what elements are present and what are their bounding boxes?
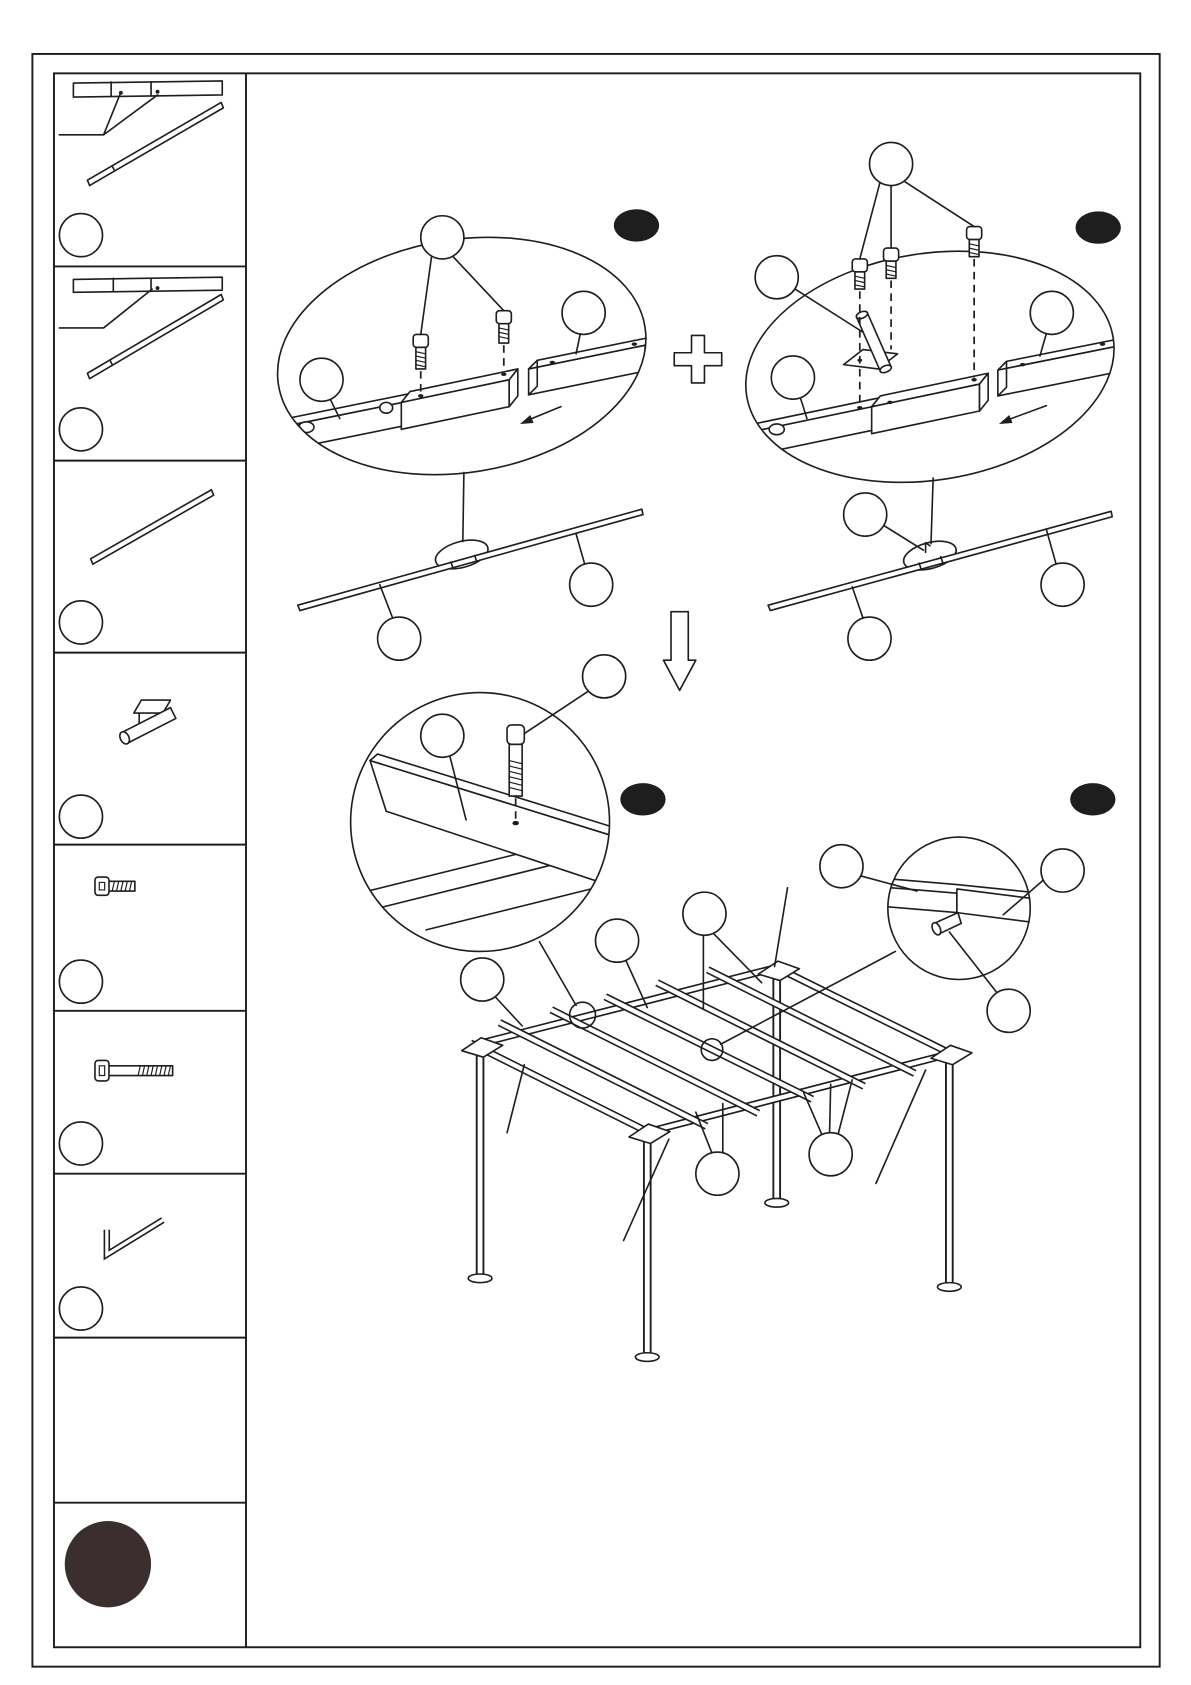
leader-line (576, 534, 585, 564)
beam-with-connector-icon (59, 81, 223, 257)
part-callout-circle (683, 892, 726, 935)
bolt-icon (884, 248, 899, 349)
leader-line (931, 478, 933, 544)
beam-joint-detail-icon (260, 209, 663, 660)
leader-line (495, 997, 522, 1026)
part-callout-circle (59, 1122, 102, 1165)
t-bracket-icon (844, 310, 898, 374)
slide-direction-arrow-icon (520, 407, 561, 424)
leader-line (721, 951, 896, 1044)
leader-line (421, 257, 504, 335)
leader-line (463, 472, 464, 541)
part-callout-circle (59, 795, 102, 838)
part-callout-circle (421, 714, 464, 757)
part-callout-circle (848, 617, 891, 660)
bolt-icon (413, 334, 428, 392)
part-callout-circle (755, 256, 798, 299)
step-number-badge-icon (65, 1521, 151, 1607)
leader-line (524, 691, 588, 733)
slat-bolt-detail-icon (351, 655, 628, 952)
step-badge-a (614, 209, 659, 241)
down-arrow-icon (663, 612, 695, 691)
leader-line (507, 1065, 524, 1133)
part-callout-circle (1030, 291, 1073, 334)
t-bracket-icon (59, 700, 176, 838)
leader-line (1046, 530, 1056, 565)
slide-direction-arrow-icon (999, 406, 1046, 424)
part-callout-circle (378, 617, 421, 660)
leader-line (576, 333, 580, 353)
part-callout-circle (421, 216, 464, 259)
leader-line (860, 181, 974, 259)
leader-line (775, 888, 788, 967)
allen-key-icon (59, 1220, 163, 1330)
part-callout-circle (59, 601, 102, 644)
leader-line (949, 932, 996, 992)
part-callout-circle (461, 958, 504, 1001)
leader-line (852, 587, 863, 618)
beam-joint-with-bracket-detail-icon (729, 142, 1131, 660)
leader-line (861, 876, 917, 891)
leader-line (59, 95, 157, 135)
post-front-left (468, 1046, 492, 1282)
leader-line (884, 525, 924, 550)
leader-line (795, 289, 863, 332)
frame-beam-right (775, 967, 954, 1055)
part-callout-circle (771, 356, 814, 399)
leader-line (539, 942, 576, 1006)
part-callout-circle (570, 563, 613, 606)
part-callout-circle (870, 142, 913, 185)
step-badge-b (1076, 211, 1121, 243)
parts-panel (54, 81, 246, 1607)
pergola-frame-icon (461, 888, 972, 1362)
part-callout-circle (1041, 563, 1084, 606)
part-callout-circle (59, 214, 102, 257)
part-callout-circle (59, 1287, 102, 1330)
long-bolt-icon (59, 1060, 172, 1165)
part-callout-circle (1041, 849, 1084, 892)
part-callout-circle (809, 1133, 852, 1176)
part-callout-circle (300, 358, 343, 401)
beam-with-connector-icon (59, 277, 223, 451)
plus-icon (674, 335, 721, 382)
part-callout-circle (59, 960, 102, 1003)
part-callout-circle (59, 408, 102, 451)
part-callout-circle (820, 845, 863, 888)
part-callout-circle (596, 919, 639, 962)
part-callout-circle (844, 493, 887, 536)
short-bolt-icon (59, 877, 135, 1003)
part-callout-circle (696, 1152, 739, 1195)
bolt-icon (967, 227, 982, 378)
step-badge-d (1070, 783, 1115, 815)
part-callout-circle (987, 989, 1030, 1032)
post-right (937, 1054, 961, 1291)
bolt-icon (496, 311, 511, 371)
leader-line (876, 1070, 926, 1183)
part-callout-circle (562, 291, 605, 334)
bracket-pipe-detail-icon (820, 837, 1084, 1032)
part-callout-circle (583, 655, 626, 698)
leader-line (59, 289, 152, 328)
roof-slat-icon (59, 490, 213, 644)
leader-line (380, 585, 393, 618)
leader-line (1040, 333, 1046, 356)
step-badge-c (620, 783, 665, 815)
